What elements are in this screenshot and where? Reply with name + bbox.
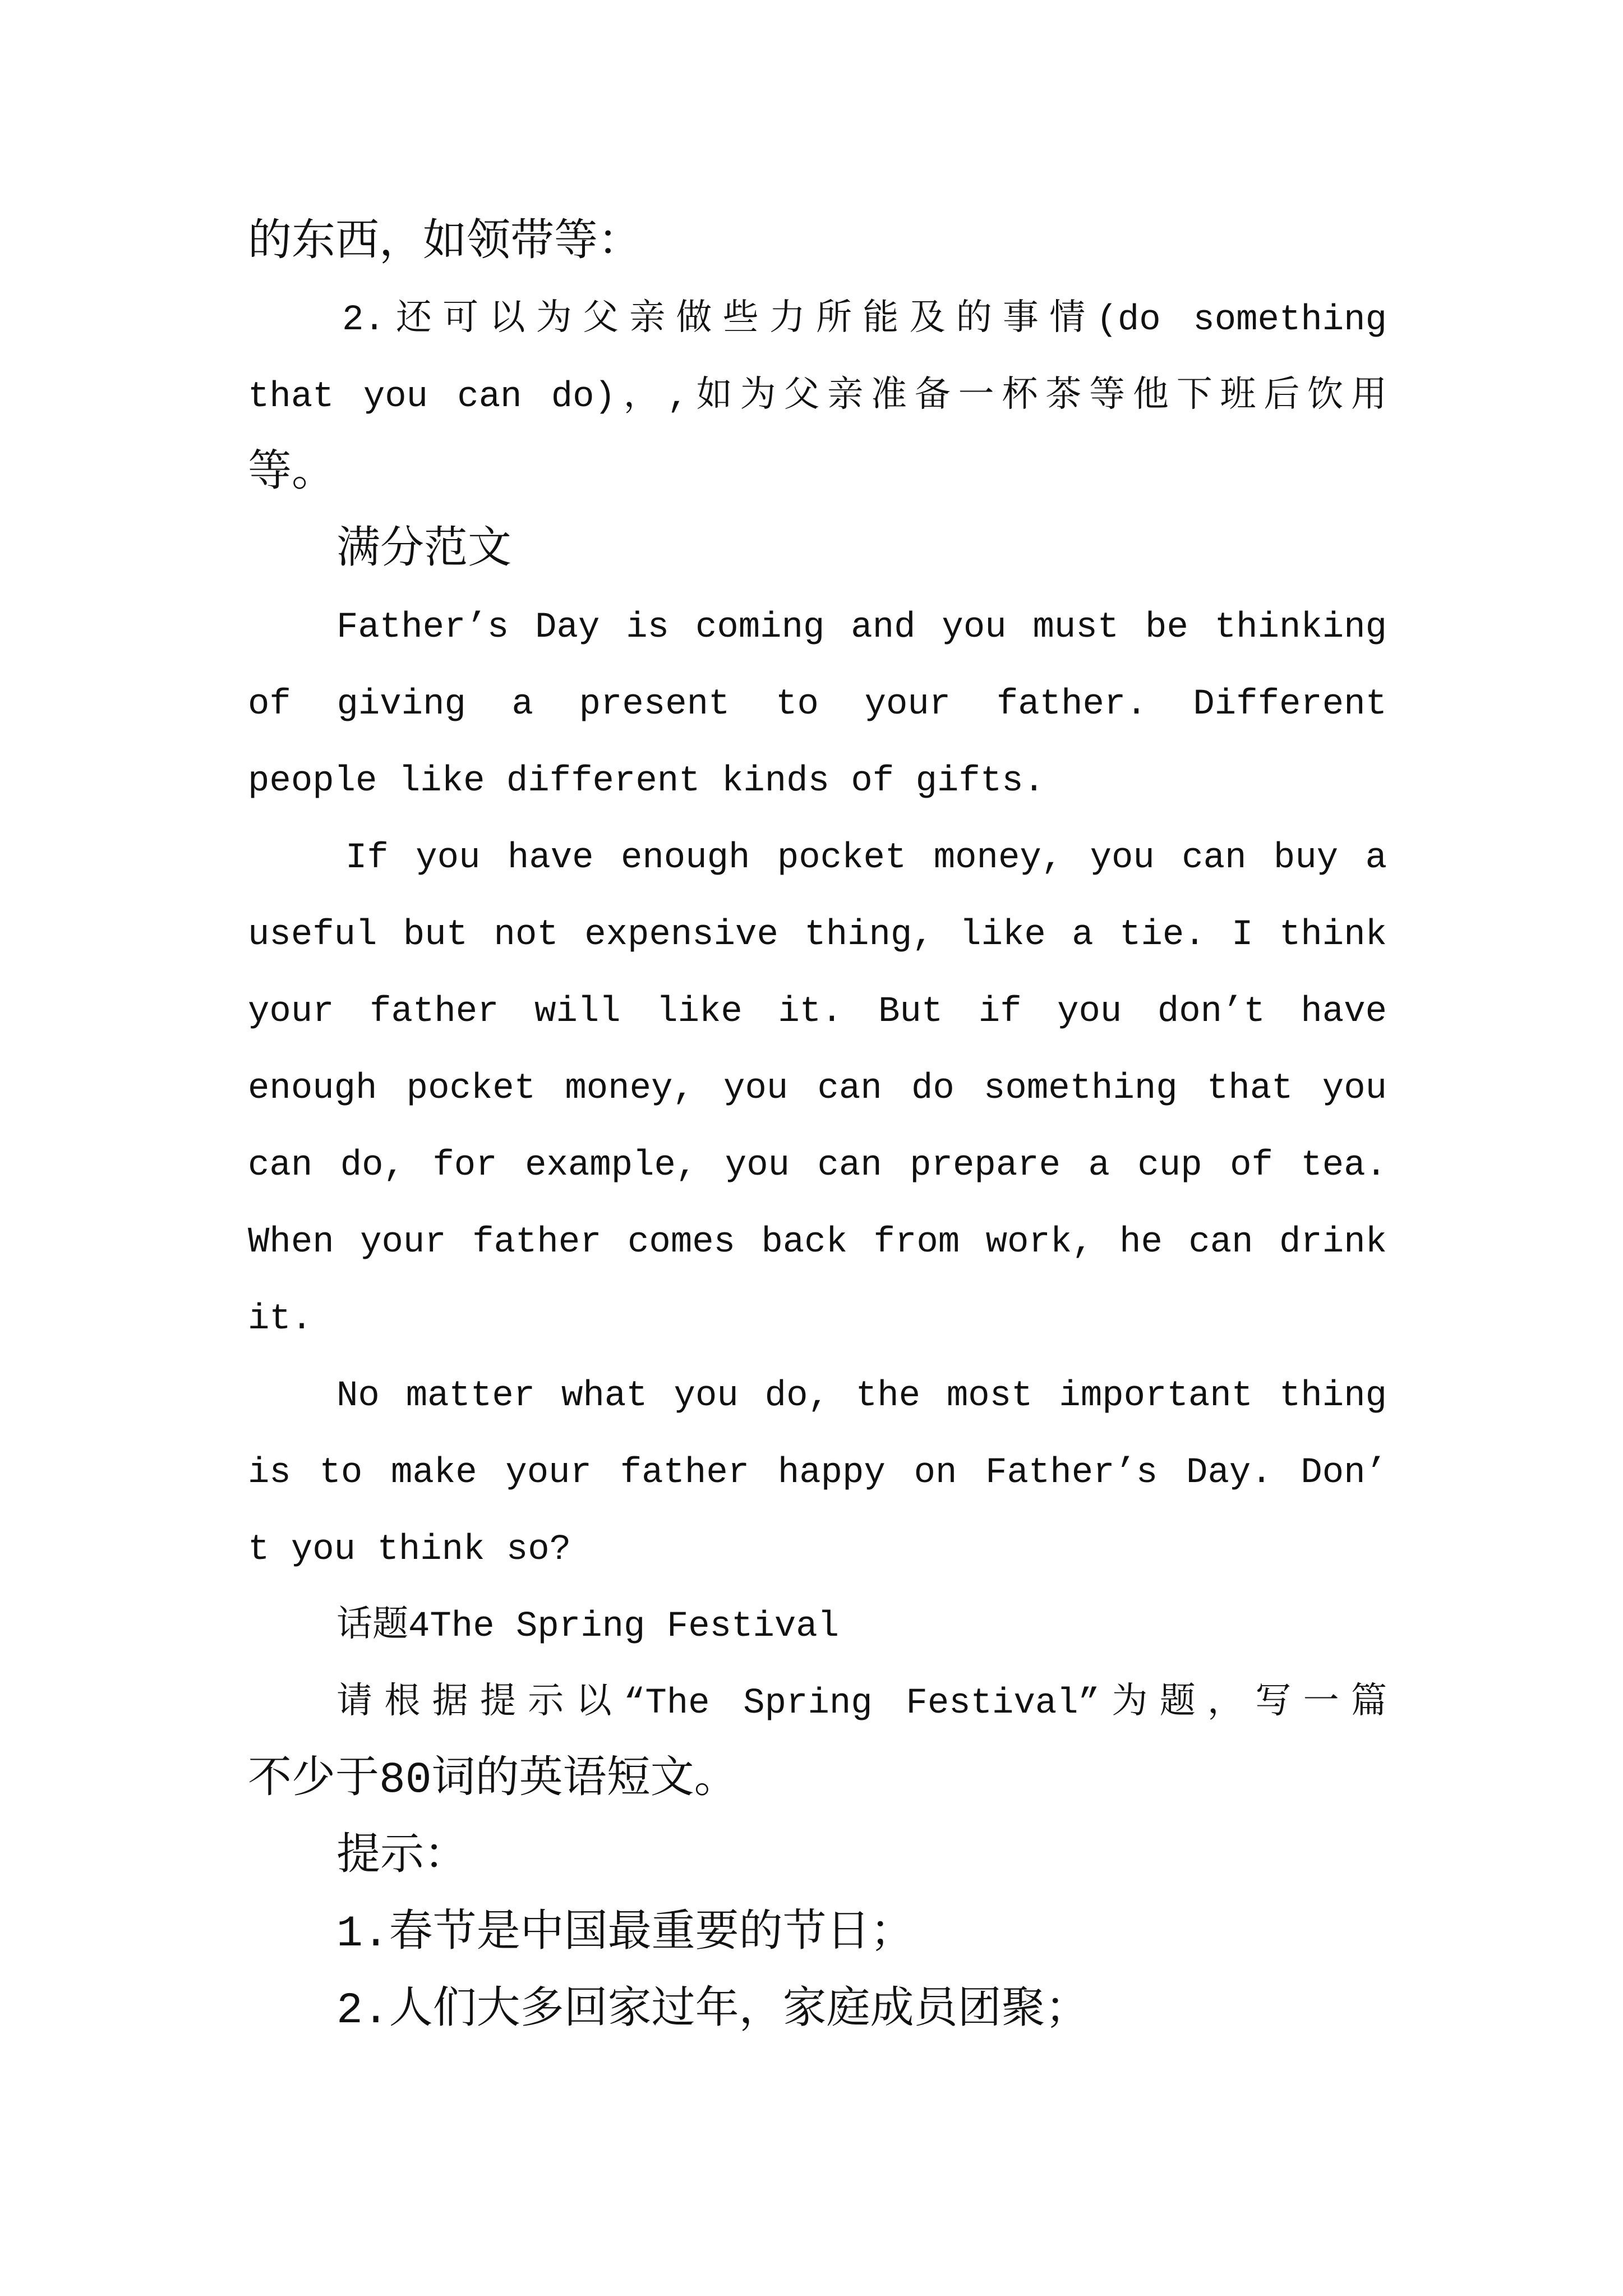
paragraph-fragment	[248, 205, 1387, 282]
text-line: Father’s Day is coming and you must be thinking	[336, 608, 1387, 648]
text-line: 话题4The Spring Festival	[336, 1607, 840, 1647]
text-line: 请根据提示以“The Spring Festival”为题，写一篇	[336, 1683, 1387, 1724]
text-line: that you can do)，,如为父亲准备一杯茶等他下班后饮用	[248, 377, 1387, 417]
text-line: enough pocket money, you can do something that you	[248, 1069, 1387, 1109]
text-line: can do, for example, you can prepare a cup of tea.	[248, 1145, 1387, 1186]
text-line: If you have enough pocket money, you can buy a	[345, 838, 1387, 878]
text-line: 等。	[248, 449, 336, 499]
essay-paragraph-2	[248, 820, 1387, 1358]
topic-title	[248, 1589, 1387, 1665]
text-line: t you think so?	[248, 1530, 571, 1570]
text-line: 满分范文	[336, 526, 512, 576]
text-line: your father will like it. But if you don’t have	[248, 992, 1387, 1032]
text-line: people like different kinds of gifts.	[248, 761, 1045, 802]
text-line: 2.还可以为父亲做些力所能及的事情(do something	[342, 300, 1387, 341]
text-line: 提示：	[336, 1833, 468, 1882]
writing-prompt	[248, 1665, 1387, 1819]
essay-paragraph-3	[248, 1358, 1387, 1589]
text-line: No matter what you do, the most important thing	[336, 1376, 1387, 1416]
text-line: When your father comes back from work, he can drink	[248, 1222, 1387, 1263]
spring-hint-2	[248, 1973, 1387, 2050]
document-body	[248, 205, 1387, 2050]
model-essay-heading	[248, 513, 1387, 590]
text-line: 的东西，如领带等：	[248, 219, 642, 268]
text-line: of giving a present to your father. Different	[248, 684, 1387, 725]
text-line: 2.人们大多回家过年，家庭成员团聚；	[336, 1986, 1089, 2036]
spring-hint-1	[248, 1896, 1387, 1973]
hint-item-2	[248, 282, 1387, 513]
text-line: 1.春节是中国最重要的节日；	[336, 1910, 914, 1959]
text-line: 不少于80词的英语短文。	[248, 1756, 738, 1805]
text-line: it.	[248, 1299, 313, 1340]
text-line: useful but not expensive thing, like a tie. I think	[248, 915, 1387, 955]
essay-paragraph-1	[248, 590, 1387, 820]
text-line: is to make your father happy on Father’s Day. Don’	[248, 1453, 1387, 1493]
hints-label	[248, 1819, 1387, 1896]
